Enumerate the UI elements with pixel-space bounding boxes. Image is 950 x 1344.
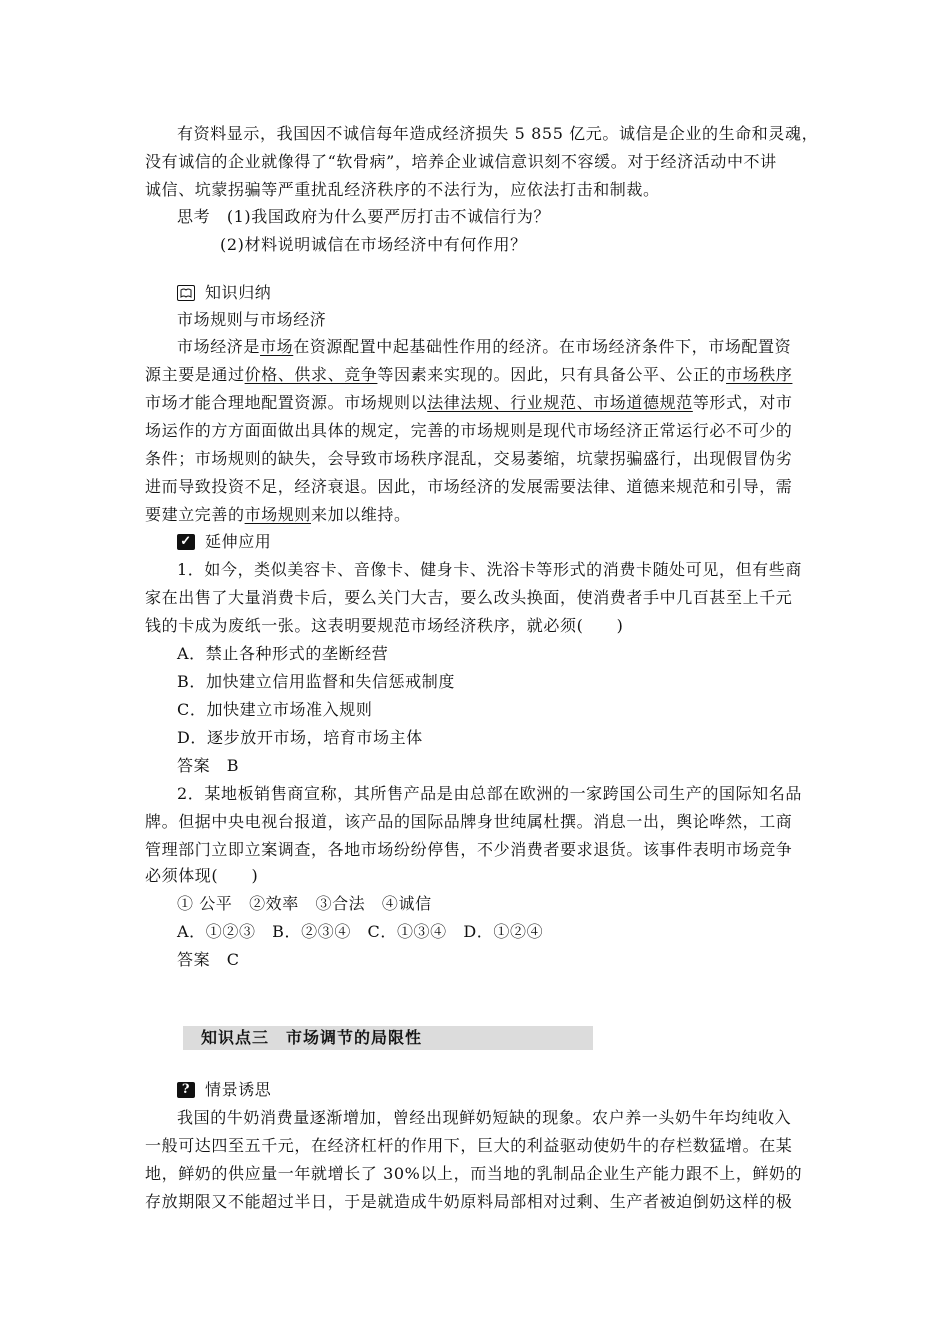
knowledge-heading-text: 知识归纳 xyxy=(205,283,272,302)
scenario-line-3: 地，鲜奶的供应量一年就增长了 30%以上，而当地的乳制品企业生产能力跟不上，鲜奶的 xyxy=(145,1164,803,1183)
question-2-line-2: 牌。但据中央电视台报道，该产品的国际品牌身世纯属杜撰。消息一出，舆论哗然，工商 xyxy=(145,812,793,831)
question-1-line-1: 1．如今，类似美容卡、音像卡、健身卡、洗浴卡等形式的消费卡随处可见，但有些商 xyxy=(177,560,802,579)
underlined-term: 市场秩序 xyxy=(726,365,793,384)
question-2-line-1: 2．某地板销售商宣称，其所售产品是由总部在欧洲的一家跨国公司生产的国际知名品 xyxy=(177,784,802,803)
extension-heading-text: 延伸应用 xyxy=(205,532,272,551)
question-1-option-b: B．加快建立信用监督和失信惩戒制度 xyxy=(177,672,455,691)
knowledge-line-2 xyxy=(145,365,792,385)
knowledge-heading xyxy=(177,283,271,303)
question-2-options: A．①②③ B．②③④ C．①③④ D．①②④ xyxy=(177,922,544,941)
text-segment: 来加以维持。 xyxy=(311,505,411,524)
question-2-items: ① 公平 ②效率 ③合法 ④诚信 xyxy=(177,894,432,913)
knowledge-line-1 xyxy=(177,337,791,357)
underlined-term: 法律法规、行业规范、市场道德规范 xyxy=(427,393,693,412)
question-2-line-3: 管理部门立即立案调查，各地市场纷纷停售，不少消费者要求退货。该事件表明市场竞争 xyxy=(145,840,793,859)
scenario-line-4: 存放期限又不能超过半日，于是就造成牛奶原料局部相对过剩、生产者被迫倒奶这样的极 xyxy=(145,1192,793,1211)
text-segment: 要建立完善的 xyxy=(145,505,245,524)
knowledge-line-7 xyxy=(145,505,411,525)
scenario-line-2: 一般可达四至五千元，在经济杠杆的作用下，巨大的利益驱动使奶牛的存栏数猛增。在某 xyxy=(145,1136,793,1155)
scenario-heading-text: 情景诱思 xyxy=(205,1080,272,1099)
question-1-text: (1)我国政府为什么要严厉打击不诚信行为？ xyxy=(226,207,551,226)
intro-line-1: 有资料显示，我国因不诚信每年造成经济损失 5 855 亿元。诚信是企业的生命和灵魂， xyxy=(177,124,819,143)
think-question-2: (2)材料说明诚信在市场经济中有何作用？ xyxy=(220,235,527,254)
underlined-term: 市场规则 xyxy=(244,505,312,524)
knowledge-line-3 xyxy=(145,393,792,413)
knowledge-subtitle: 市场规则与市场经济 xyxy=(177,310,327,329)
checkbox-icon: ✓ xyxy=(177,534,195,550)
section-title: 知识点三 市场调节的局限性 xyxy=(201,1028,423,1047)
text-segment: 市场才能合理地配置资源。市场规则以 xyxy=(145,393,428,412)
knowledge-line-5: 条件；市场规则的缺失，会导致市场秩序混乱，交易萎缩，坑蒙拐骗盛行，出现假冒伪劣 xyxy=(145,449,793,468)
text-segment: 等因素来实现的。因此，只有具备公平、公正的 xyxy=(377,365,727,384)
knowledge-line-6: 进而导致投资不足，经济衰退。因此，市场经济的发展需要法律、道德来规范和引导，需 xyxy=(145,477,793,496)
question-1-option-d: D．逐步放开市场，培育市场主体 xyxy=(177,728,423,747)
question-2-answer: 答案 C xyxy=(177,950,240,969)
question-1-line-3: 钱的卡成为废纸一张。这表明要规范市场经济秩序，就必须( ) xyxy=(145,616,624,635)
think-question-1 xyxy=(177,207,550,227)
extension-heading xyxy=(177,532,271,552)
question-1-option-c: C．加快建立市场准入规则 xyxy=(177,700,373,719)
text-segment: 等形式，对市 xyxy=(692,393,793,412)
scenario-heading xyxy=(177,1080,271,1100)
text-segment: 源主要是通过 xyxy=(145,365,245,384)
text-segment: 市场经济是 xyxy=(177,337,261,356)
question-1-option-a: A．禁止各种形式的垄断经营 xyxy=(177,644,389,663)
text-segment: 在资源配置中起基础性作用的经济。在市场经济条件下，市场配置资 xyxy=(293,337,792,356)
scenario-line-1: 我国的牛奶消费量逐渐增加，曾经出现鲜奶短缺的现象。农户养一头奶牛年均纯收入 xyxy=(177,1108,792,1127)
question-1-answer: 答案 B xyxy=(177,756,240,775)
question-2-line-4: 必须体现( ) xyxy=(145,866,259,885)
book-icon xyxy=(177,285,195,301)
intro-line-3: 诚信、坑蒙拐骗等严重扰乱经济秩序的不法行为，应依法打击和制裁。 xyxy=(145,180,660,199)
question-mark-icon: ? xyxy=(177,1082,195,1098)
question-1-line-2: 家在出售了大量消费卡后，要么关门大吉，要么改头换面，使消费者手中几百甚至上千元 xyxy=(145,588,793,607)
underlined-term: 市场 xyxy=(260,337,294,356)
intro-line-2: 没有诚信的企业就像得了“软骨病”，培养企业诚信意识刻不容缓。对于经济活动中不讲 xyxy=(145,152,777,171)
think-label: 思考 xyxy=(177,207,211,226)
knowledge-line-4: 场运作的方方面面做出具体的规定，完善的市场规则是现代市场经济正常运行必不可少的 xyxy=(145,421,793,440)
underlined-term: 价格、供求、竞争 xyxy=(244,365,378,384)
